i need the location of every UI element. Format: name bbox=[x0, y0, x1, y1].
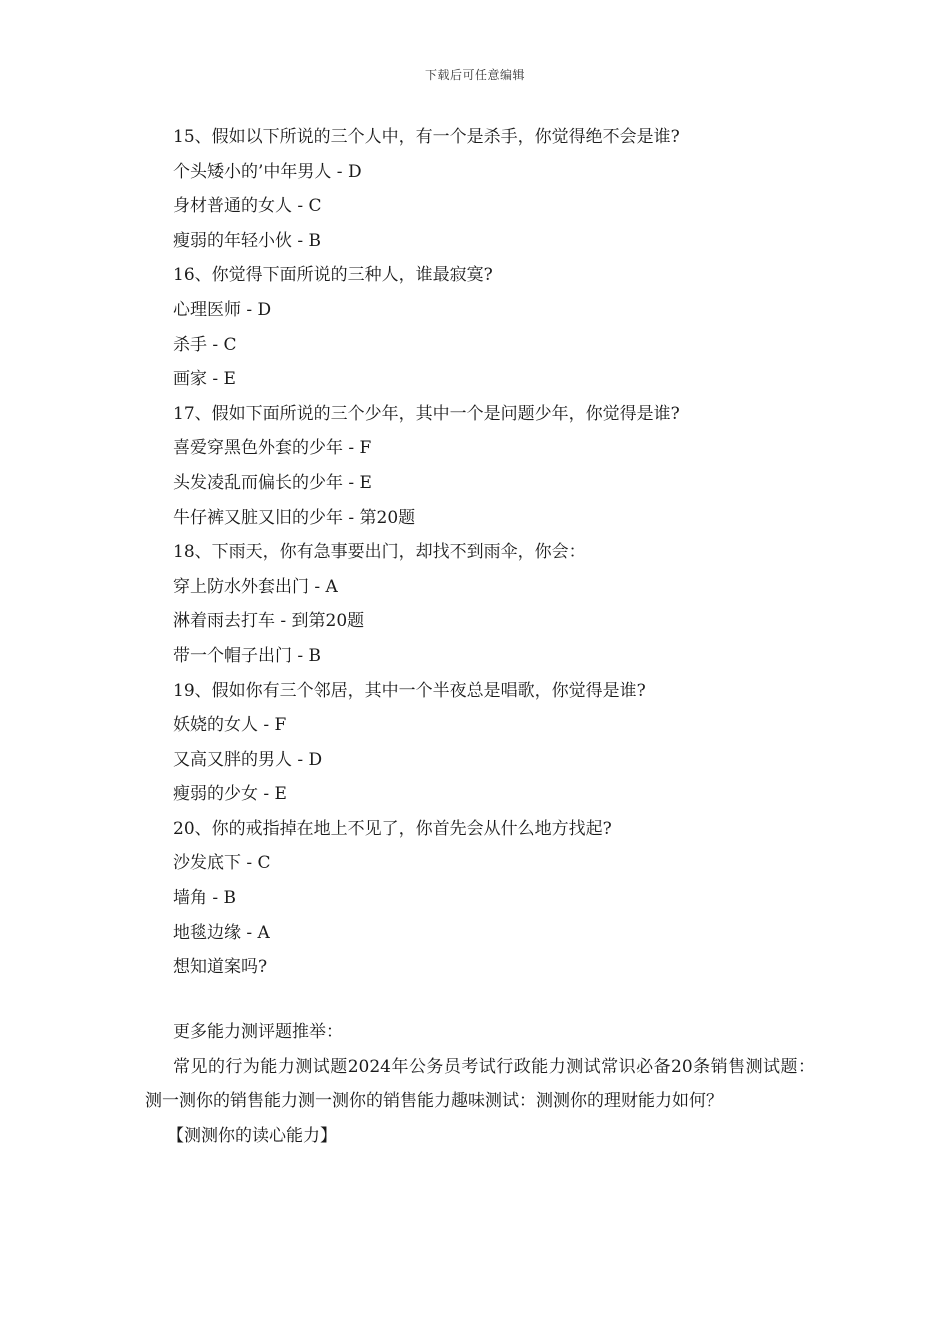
answer-option: 个头矮小的’中年男人 - D bbox=[173, 161, 362, 182]
question-20: 20、你的戒指掉在地上不见了，你首先会从什么地方找起? bbox=[173, 818, 612, 839]
more-tests-section bbox=[145, 1015, 815, 1153]
question-16: 16、你觉得下面所说的三种人，谁最寂寞? bbox=[173, 265, 493, 286]
more-tests-body: 常见的行为能力测试题2024年公务员考试行政能力测试常识必备20条销售测试题：测一测你的销售能力测一测你的销售能力趣味测试：测测你的理财能力如何？ bbox=[145, 1056, 815, 1111]
quiz-content bbox=[173, 120, 833, 985]
answer-option: 妖娆的女人 - F bbox=[173, 715, 287, 736]
question-17: 17、假如下面所说的三个少年，其中一个是问题少年，你觉得是谁? bbox=[173, 403, 680, 424]
answer-option: 身材普通的女人 - C bbox=[173, 196, 322, 217]
question-18: 18、下雨天，你有急事要出门，却找不到雨伞，你会： bbox=[173, 542, 586, 563]
question-19: 19、假如你有三个邻居，其中一个半夜总是唱歌，你觉得是谁? bbox=[173, 680, 646, 701]
answer-option: 杀手 - C bbox=[173, 334, 237, 355]
answer-option: 瘦弱的少女 - E bbox=[173, 784, 287, 805]
answer-option: 带一个帽子出门 - B bbox=[173, 645, 322, 666]
more-tests-footer: 【测测你的读心能力】 bbox=[167, 1125, 337, 1146]
question-15: 15、假如以下所说的三个人中，有一个是杀手，你觉得绝不会是谁? bbox=[173, 127, 680, 147]
answer-option: 淋着雨去打车 - 到第20题 bbox=[173, 611, 365, 632]
page-header: 下载后可任意编辑 bbox=[424, 68, 525, 82]
more-tests-title: 更多能力测评题推举： bbox=[173, 1022, 343, 1042]
answer-option: 沙发底下 - C bbox=[173, 853, 271, 874]
answer-option: 喜爱穿黑色外套的少年 - F bbox=[173, 438, 372, 459]
answer-option: 画家 - E bbox=[173, 369, 236, 390]
closing-question: 想知道案吗? bbox=[173, 957, 268, 978]
answer-option: 穿上防水外套出门 - A bbox=[173, 576, 338, 597]
answer-option: 瘦弱的年轻小伙 - B bbox=[173, 230, 322, 251]
answer-option: 头发凌乱而偏长的少年 - E bbox=[173, 472, 372, 493]
answer-option: 心理医师 - D bbox=[173, 299, 272, 320]
answer-option: 地毯边缘 - A bbox=[173, 922, 270, 943]
answer-option: 墙角 - B bbox=[173, 888, 237, 909]
answer-option: 牛仔裤又脏又旧的少年 - 第20题 bbox=[173, 507, 416, 528]
answer-option: 又高又胖的男人 - D bbox=[173, 749, 323, 770]
